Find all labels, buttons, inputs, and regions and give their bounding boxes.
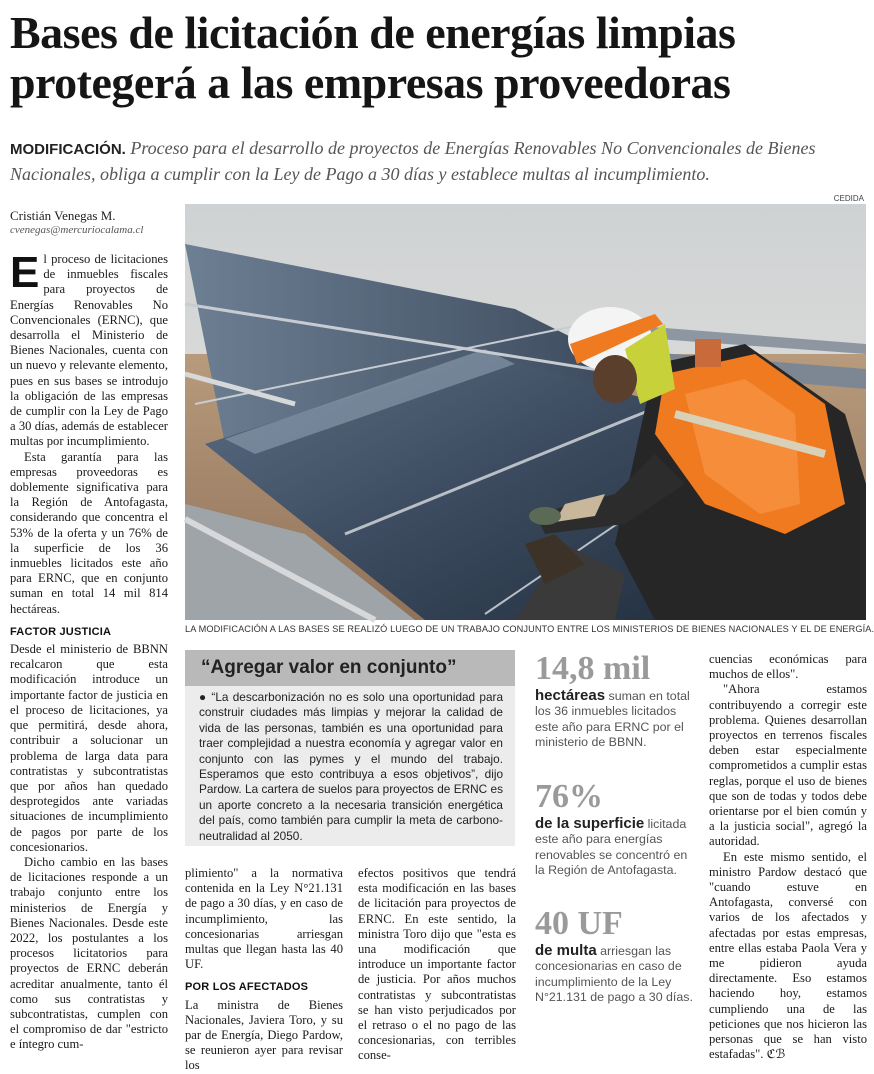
paragraph: La ministra de Bienes Nacionales, Javiera Toro, y su par de Energía, Diego Pardow, se reunieron ayer para revisar los — [185, 997, 343, 1073]
solar-panel-photo — [185, 204, 866, 620]
article-column-5 — [709, 652, 867, 1062]
stat-text: suman en total los 36 inmuebles licitados este año para ERNC por el ministerio de BBNN. — [535, 689, 690, 750]
photo-caption: LA MODIFICACIÓN A LAS BASES SE REALIZÓ LUEGO DE UN TRABAJO CONJUNTO ENTRE LOS MINISTERIOS DE BIENES NACIONALES Y EL DE ENERGÍA. — [185, 624, 874, 634]
headline-line-1: Bases de licitación de energías limpias — [10, 7, 736, 58]
deck-kicker: MODIFICACIÓN. — [10, 141, 126, 158]
paragraph: "Ahora estamos contribuyendo a corregir este problema. Quienes desarrollan proyectos en terrenos fiscales deben estar especialmente comprometidos a cumplir estas reglas, porque el uso de bienes que son de todas y todos debe orientarse por el bien común y a la justicia social", agregó la autoridad. — [709, 682, 867, 849]
quote-box-title: “Agregar valor en conjunto” — [185, 650, 515, 686]
stat-hectareas — [535, 650, 693, 751]
stat-label: de multa — [535, 942, 597, 959]
stat-text: licitada este año para energías renovables se concentró en la Región de Antofagasta. — [535, 817, 688, 878]
paragraph: Desde el ministerio de BBNN recalcaron que esta modificación introduce un importante factor de justicia en el proceso de licitaciones, ya que permitirá, desde ahora, contribuir a solucionar un problema de larga data para contratistas y subcontratistas que por años han quedado desprotegidos ante variadas situaciones de incumplimiento de pagos por parte de los concesionarios. — [10, 642, 168, 854]
byline-email[interactable]: cvenegas@mercuriocalama.cl — [10, 224, 144, 236]
byline-author: Cristián Venegas M. — [10, 208, 116, 223]
stat-number: 14,8 mil — [535, 650, 651, 687]
photo-illustration — [185, 204, 866, 620]
paragraph: plimiento" a la normativa contenida en la Ley N°21.131 de pago a 30 días, y en caso de incumplimiento, las concesionarias arriesgan multas que llegan hasta las 40 UF. — [185, 866, 343, 972]
stat-superficie — [535, 778, 693, 879]
paragraph: efectos positivos que tendrá esta modificación en las bases de licitación para proyectos de ERNC. En este sentido, la ministra Toro dijo que "esta es una modificación que introduce un importante factor de justicia. Por años muchos contratistas y subcontratistas se han visto perjudicados por el retraso o el no pago de las concesionarias, con terribles conse- — [358, 866, 516, 1063]
paragraph: cuencias económicas para muchos de ellos". — [709, 652, 867, 682]
stat-label: de la superficie — [535, 815, 645, 832]
end-mark-icon: ℭℬ — [766, 1047, 786, 1062]
paragraph: El proceso de licitaciones de inmuebles fiscales para proyectos de Energías Renovables No Convencionales (ERNC), que desarrolla el Ministerio de Bienes Nacionales, cuenta con un nuevo y relevante elemento, pues en sus bases se introdujo la obligación de las empresas de cumplir con la Ley de Pago a 30 días, además de establecer multas por incumplimiento. — [10, 248, 168, 449]
stat-text: arriesgan las concesionarias en caso de incumplimiento de la Ley N°21.131 de pago a 30 días. — [535, 944, 693, 1005]
article-column-1 — [10, 248, 168, 1053]
headline — [10, 8, 870, 108]
paragraph: Dicho cambio en las bases de licitaciones responde a un trabajo conjunto entre los ministerios de Energía y Bienes Nacionales. Desde este 2022, los postulantes a los procesos licitatorios para proyectos de ERNC deberán acreditar anualmente, tanto él como sus contratistas y subcontratistas, cumplen con el compromiso de dar "estricto e íntegro cum- — [10, 854, 168, 1052]
stat-label: hectáreas — [535, 687, 606, 704]
paragraph: En este mismo sentido, el ministro Pardow destacó que "cuando estuve en Antofagasta, conversé con varios de los afectados y afectadas por estas empresas, entre ellas estaba Paola Vera y me pidieron ayuda directamente. Eso estamos haciendo hoy, estamos cumpliendo una de las peticiones que nos hicieron las personas que se han visto estafadas". ℭℬ — [709, 849, 867, 1062]
subheading-por-los-afectados: POR LOS AFECTADOS — [185, 981, 309, 994]
quote-box-text: ● “La descarbonización no es solo una oportunidad para construir ciudades más limpias y mejorar la calidad de vida de las personas, también es una oportunidad para traer complejidad a nuestra economía y agregar valor en conjunto con las pymes y el mundo del trabajo. Esperamos que esto contribuya a esos objetivos”, dijo Pardow. La cartera de suelos para proyectos de ERNC es un aporte concreto a la necesaria transición energética del país, como también para cumplir la meta de carbono-neutralidad al 2050. — [185, 686, 515, 846]
deck-text: Proceso para el desarrollo de proyectos de Energías Renovables No Convencionales de Bienes Nacionales, obliga a cumplir con la Ley de Pago a 30 días y establece multas al incumplimiento. — [10, 138, 816, 184]
article-column-3 — [358, 866, 516, 1064]
stat-multa — [535, 905, 693, 1006]
paragraph: Esta garantía para las empresas proveedoras es doblemente significativa para la Región de Antofagasta, considerando que concentra el 53% de la oferta y un 76% de la superficie de los 36 inmuebles licitados este año para ERNC, que en conjunto suman en total 14 mil 814 hectáreas. — [10, 449, 168, 616]
bullet-icon: ● — [199, 690, 212, 704]
stat-number: 76% — [535, 778, 603, 815]
photo-credit: CEDIDA — [833, 194, 864, 203]
drop-cap: E — [10, 248, 40, 297]
subheading-factor-justicia: FACTOR JUSTICIA — [10, 625, 112, 638]
article-column-2 — [185, 866, 343, 1074]
stat-number: 40 UF — [535, 905, 623, 942]
deck — [10, 136, 868, 186]
headline-line-2: protegerá a las empresas proveedoras — [10, 57, 731, 108]
